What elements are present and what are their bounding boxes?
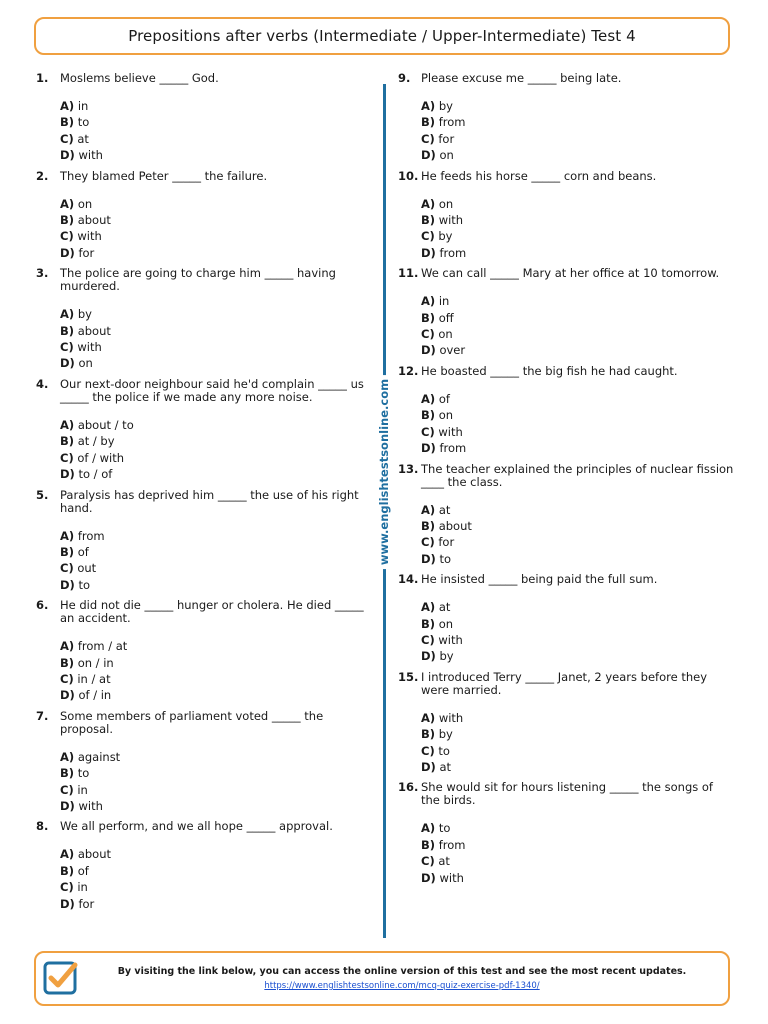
options-list [421, 820, 734, 886]
question-text: She would sit for hours listening _____ the songs of the birds. [421, 780, 713, 808]
question-text: I introduced Terry _____ Janet, 2 years before they were married. [421, 669, 708, 697]
option-c[interactable]: C) in / at [60, 671, 111, 686]
question-number: 8. [36, 819, 49, 834]
question-16 [398, 781, 734, 886]
question-13 [398, 463, 734, 568]
options-list [60, 98, 372, 164]
option-b[interactable]: B) about [60, 323, 111, 338]
option-d[interactable]: D) of / in [60, 688, 112, 703]
question-8 [36, 820, 372, 912]
side-watermark-url: www.englishtestsonline.com [377, 375, 391, 569]
question-text: Our next-door neighbour said he'd complain _____ us _____ the police if we made any more noise. [60, 376, 364, 404]
question-text: Please excuse me _____ being late. [421, 71, 622, 85]
option-b[interactable]: B) of [60, 863, 89, 878]
option-a[interactable]: A) about [60, 847, 111, 862]
option-d[interactable]: D) to / of [60, 467, 113, 482]
question-number: 9. [398, 71, 411, 85]
option-b[interactable]: B) with [421, 213, 464, 228]
option-b[interactable]: B) by [421, 727, 453, 742]
option-a[interactable]: A) to [421, 821, 451, 836]
question-9 [398, 72, 734, 164]
question-column-right [398, 72, 734, 892]
option-c[interactable]: C) in [60, 880, 88, 895]
question-15 [398, 671, 734, 776]
option-b[interactable]: B) on [421, 616, 454, 631]
option-b[interactable]: B) on / in [60, 655, 114, 670]
question-number: 10. [398, 168, 419, 183]
option-c[interactable]: C) at [60, 131, 89, 146]
option-b[interactable]: B) from [421, 837, 466, 852]
options-list [421, 293, 734, 359]
option-d[interactable]: D) with [421, 870, 464, 885]
question-7 [36, 710, 372, 815]
option-c[interactable]: C) of / with [60, 450, 125, 465]
option-a[interactable]: A) on [421, 196, 454, 211]
options-list [60, 528, 372, 594]
option-a[interactable]: A) by [60, 307, 92, 322]
question-number: 5. [36, 487, 49, 502]
option-d[interactable]: D) for [60, 245, 95, 260]
option-d[interactable]: D) on [60, 356, 93, 371]
option-b[interactable]: B) to [60, 766, 90, 781]
question-text: Paralysis has deprived him _____ the use of his right hand. [60, 487, 359, 515]
option-a[interactable]: A) against [60, 749, 121, 764]
option-c[interactable]: C) in [60, 782, 88, 797]
option-a[interactable]: A) at [421, 502, 451, 517]
question-number: 16. [398, 780, 419, 795]
question-text: The police are going to charge him _____ having murdered. [60, 266, 336, 294]
option-b[interactable]: B) at / by [60, 434, 115, 449]
option-c[interactable]: C) by [421, 229, 453, 244]
footer-text: By visiting the link below, you can access the online version of this test and see the most recent updates. [117, 966, 687, 977]
option-d[interactable]: D) to [421, 551, 452, 566]
question-4 [36, 378, 372, 483]
question-text: He insisted _____ being paid the full sum. [421, 572, 658, 587]
footer-link[interactable]: https://www.englishtestsonline.com/mcq-quiz-exercise-pdf-1340/ [264, 981, 540, 991]
question-text: We all perform, and we all hope _____ approval. [60, 819, 333, 834]
option-c[interactable]: C) on [421, 327, 453, 342]
option-d[interactable]: D) at [421, 759, 452, 774]
option-c[interactable]: C) at [421, 854, 450, 869]
question-number: 14. [398, 572, 419, 587]
question-text: He feeds his horse _____ corn and beans. [421, 168, 657, 183]
option-b[interactable]: B) about [421, 518, 472, 533]
option-b[interactable]: B) to [60, 115, 90, 130]
question-11 [398, 267, 734, 359]
question-number: 11. [398, 266, 419, 281]
question-number: 6. [36, 598, 49, 613]
option-d[interactable]: D) for [60, 896, 95, 911]
option-a[interactable]: A) in [421, 294, 450, 309]
question-number: 2. [36, 168, 49, 183]
options-list [421, 196, 734, 262]
question-text: He did not die _____ hunger or cholera. He died _____ an accident. [60, 598, 364, 626]
footer-box [34, 951, 730, 1006]
option-c[interactable]: C) to [421, 743, 450, 758]
question-14 [398, 573, 734, 665]
question-text: The teacher explained the principles of nuclear fission ____ the class. [421, 461, 734, 489]
options-list [60, 846, 372, 912]
option-a[interactable]: A) in [60, 99, 89, 113]
question-5 [36, 489, 372, 594]
options-list [421, 599, 734, 665]
question-number: 1. [36, 71, 49, 85]
option-d[interactable]: D) from [421, 441, 467, 456]
options-list [60, 306, 372, 372]
option-a[interactable]: A) by [421, 99, 453, 113]
option-a[interactable]: A) on [60, 196, 93, 211]
page-title: Prepositions after verbs (Intermediate / Upper-Intermediate) Test 4 [128, 27, 636, 45]
options-list [421, 98, 734, 164]
option-c[interactable]: C) with [421, 424, 463, 439]
question-number: 13. [398, 461, 419, 476]
option-d[interactable]: D) on [421, 148, 454, 163]
checkbox-check-icon [42, 959, 80, 997]
page-title-box [34, 17, 730, 55]
question-12 [398, 365, 734, 457]
option-a[interactable]: A) from / at [60, 639, 128, 654]
options-list [60, 196, 372, 262]
option-a[interactable]: A) about / to [60, 417, 134, 432]
options-list [60, 638, 372, 704]
option-c[interactable]: C) for [421, 131, 455, 146]
options-list [421, 502, 734, 568]
option-c[interactable]: C) with [60, 340, 102, 355]
options-list [60, 749, 372, 815]
option-d[interactable]: D) by [421, 649, 454, 664]
option-d[interactable]: D) with [60, 148, 103, 163]
option-b[interactable]: B) on [421, 408, 454, 423]
question-text: They blamed Peter _____ the failure. [60, 168, 268, 183]
option-c[interactable]: C) for [421, 535, 455, 550]
question-10 [398, 170, 734, 262]
option-a[interactable]: A) with [421, 710, 464, 725]
question-column-left [36, 72, 372, 918]
question-1 [36, 72, 372, 164]
option-d[interactable]: D) from [421, 245, 467, 260]
option-a[interactable]: A) of [421, 391, 450, 406]
option-b[interactable]: B) off [421, 310, 454, 325]
question-text: We can call _____ Mary at her office at 10 tomorrow. [421, 266, 720, 281]
options-list [421, 710, 734, 776]
option-d[interactable]: D) to [60, 577, 91, 592]
question-number: 3. [36, 266, 49, 281]
option-a[interactable]: A) at [421, 600, 451, 615]
option-c[interactable]: C) out [60, 561, 97, 576]
options-list [60, 417, 372, 483]
option-b[interactable]: B) about [60, 213, 111, 228]
question-text: He boasted _____ the big fish he had caught. [421, 363, 678, 378]
question-text: Some members of parliament voted _____ the proposal. [60, 708, 324, 736]
option-d[interactable]: D) over [421, 343, 466, 358]
option-c[interactable]: C) with [60, 229, 102, 244]
option-b[interactable]: B) from [421, 115, 466, 130]
question-3 [36, 267, 372, 372]
option-d[interactable]: D) with [60, 798, 103, 813]
option-b[interactable]: B) of [60, 544, 89, 559]
question-text: Moslems believe _____ God. [60, 71, 219, 85]
question-number: 7. [36, 708, 49, 723]
question-number: 12. [398, 363, 419, 378]
option-c[interactable]: C) with [421, 632, 463, 647]
question-6 [36, 599, 372, 704]
question-number: 4. [36, 376, 49, 391]
options-list [421, 391, 734, 457]
question-2 [36, 170, 372, 262]
question-number: 15. [398, 669, 419, 684]
option-a[interactable]: A) from [60, 528, 105, 543]
